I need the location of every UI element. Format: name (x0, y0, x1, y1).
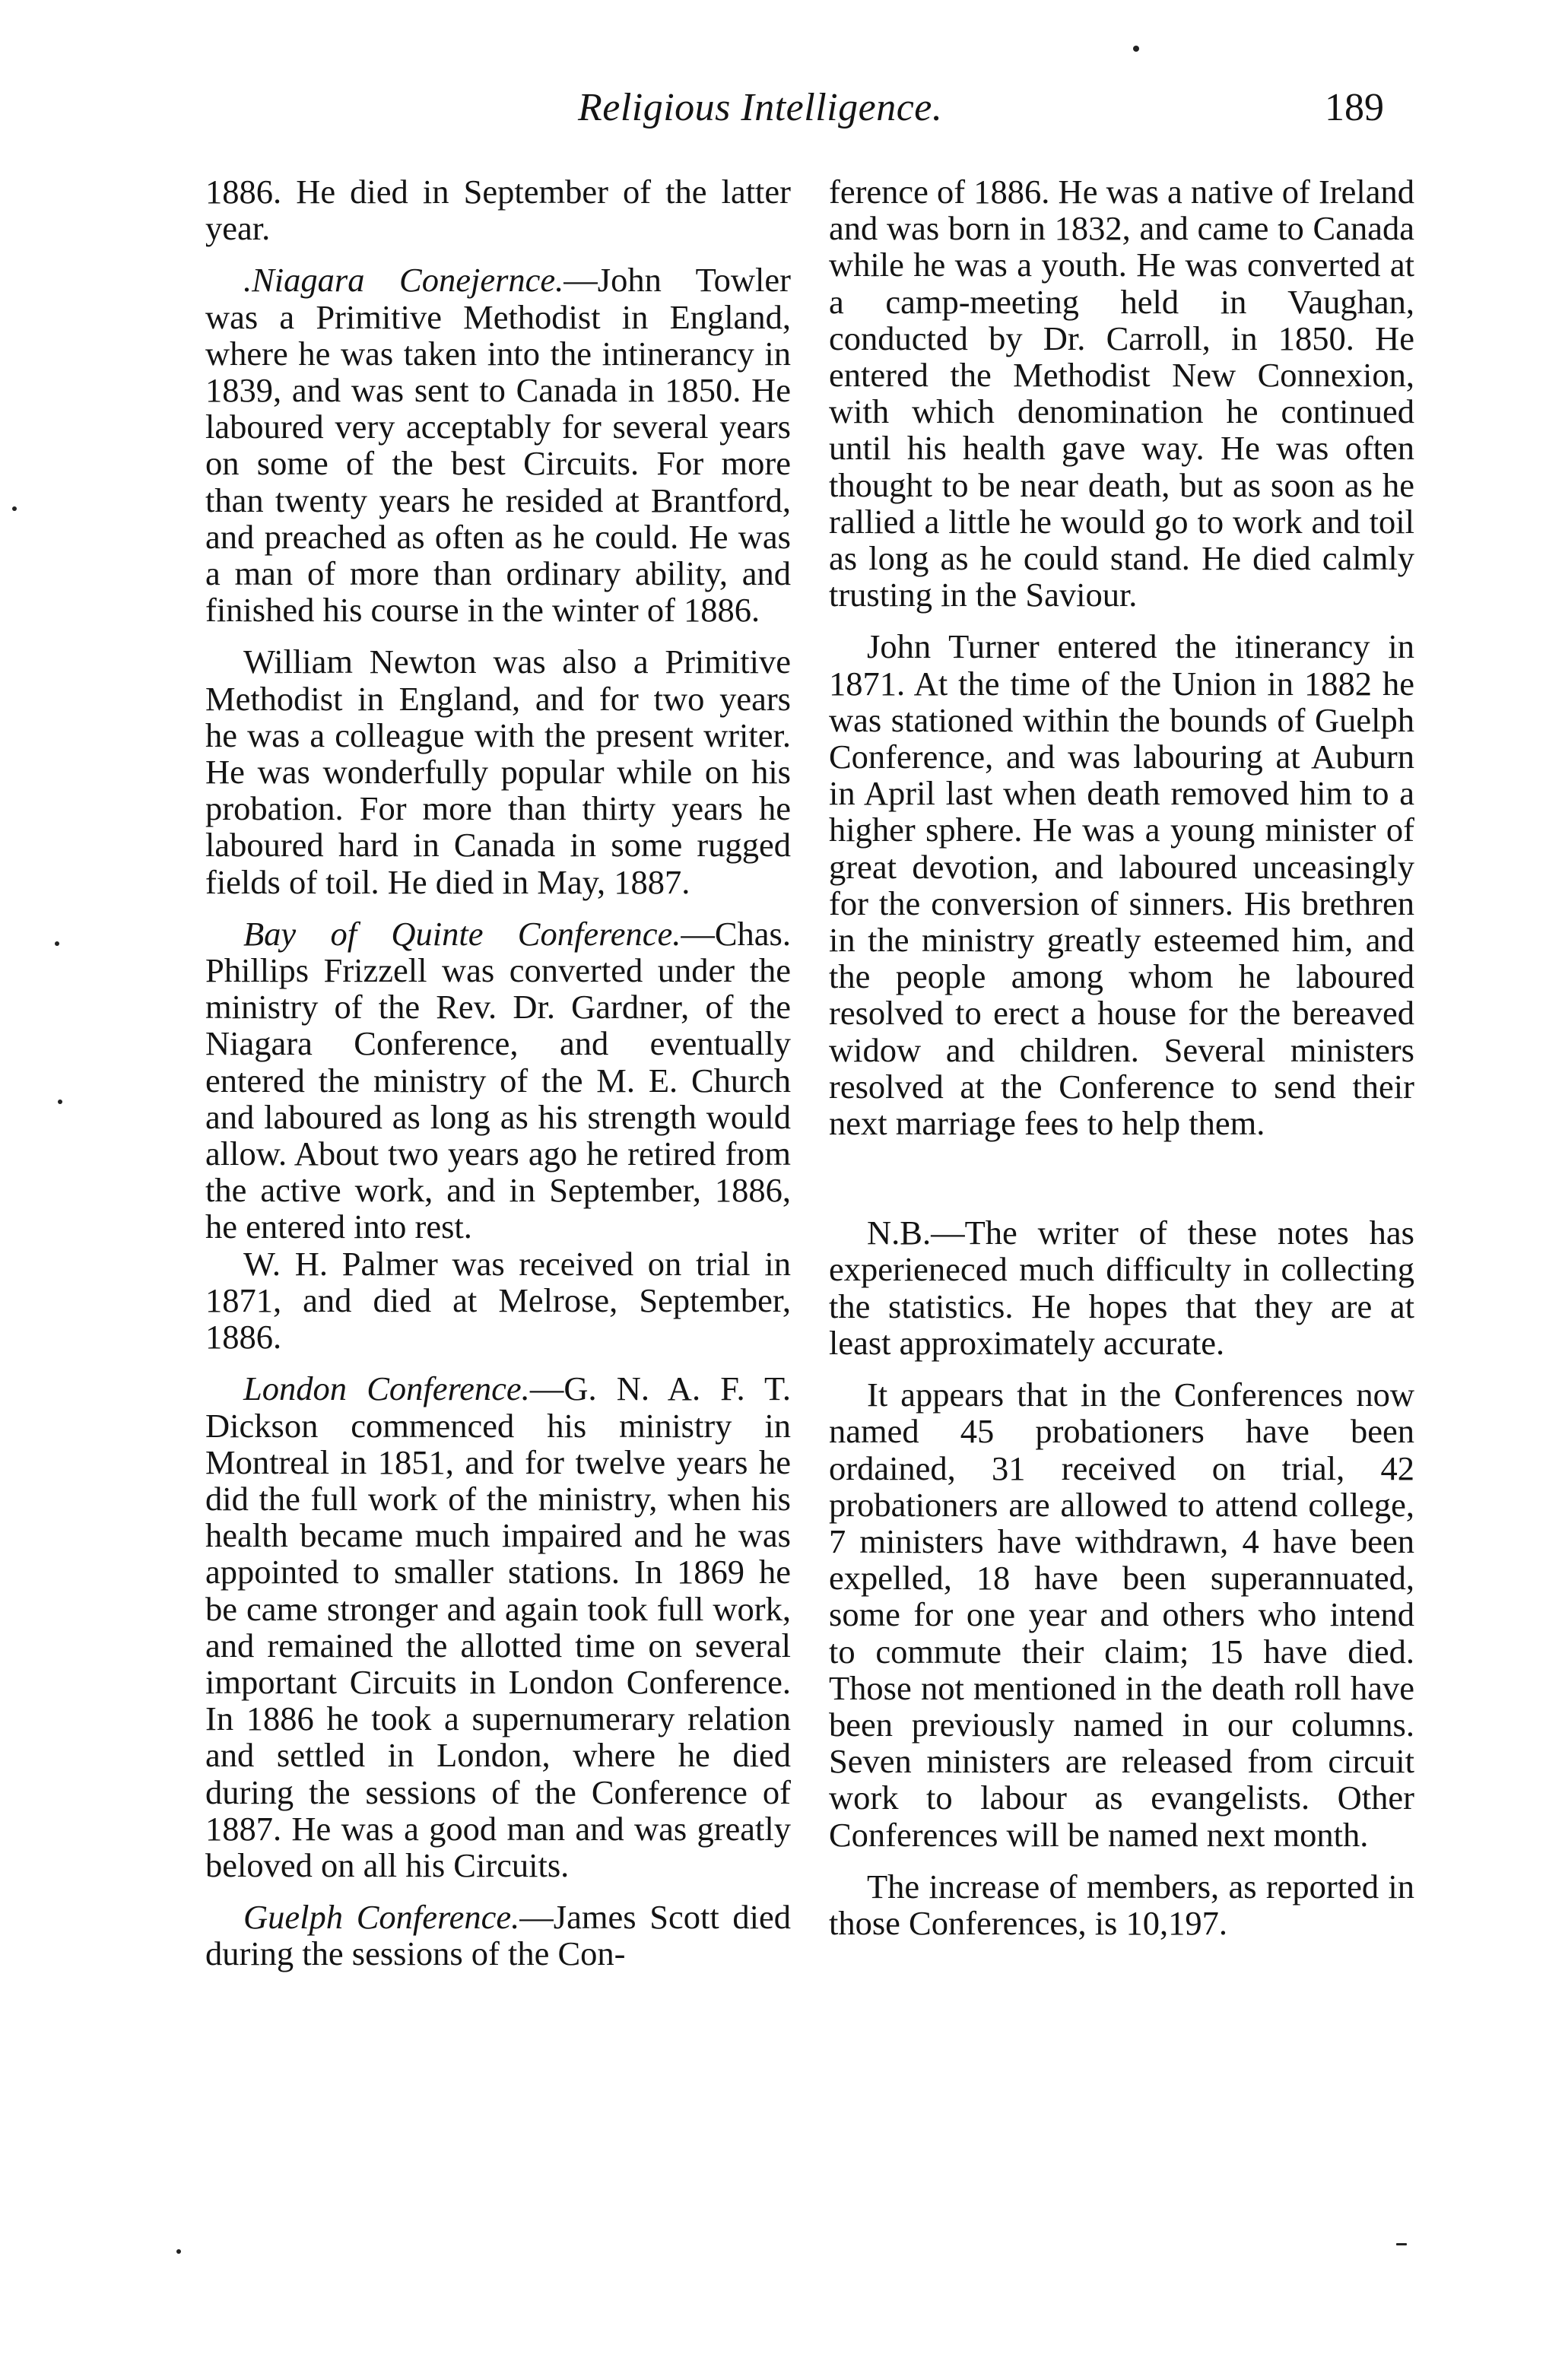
paragraph-continuation (205, 173, 791, 246)
paragraph-london-dickson (205, 1370, 791, 1883)
paragraph-text: N.B.—The writer of these notes has experieneced much difficulty in collecting the statistics. He hopes that they are at least approximately accurate. (829, 1214, 1414, 1362)
paragraph-nota-bene (829, 1214, 1414, 1361)
paragraph-statistics (829, 1376, 1414, 1853)
paragraph-text: —James Scott died during the sessions of the Con- (205, 1898, 791, 1973)
paragraph-text: 1886. He died in September of the latter year. (205, 173, 791, 248)
running-head-title: Religious Intelligence. (578, 86, 943, 129)
section-heading-guelph: Guelph Conference. (243, 1898, 520, 1937)
paragraph-guelph-scott (205, 1899, 791, 1972)
paragraph-palmer (205, 1246, 791, 1356)
page-number: 189 (1325, 86, 1384, 129)
scan-speck (176, 2249, 181, 2254)
scan-speck (1396, 2243, 1407, 2245)
section-heading-london: London Conference. (243, 1369, 530, 1408)
left-column (205, 173, 791, 1972)
scan-speck (1133, 46, 1139, 52)
right-column (829, 173, 1414, 1941)
paragraph-text: It appears that in the Conferences now named 45 probationers have been ordained, 31 received on trial, 42 probationers are allowed to attend college, 7 ministers have withdrawn, 4 have been expelled, 18 have been superannuated, some for one year and others who intend to commute their claim; 15 have died. Those not mentioned in the death roll have been previously named in our columns. Seven ministers are released from circuit work to labour as evangelists. Other Conferences will be named next month. (829, 1376, 1414, 1854)
paragraph-increase (829, 1868, 1414, 1941)
paragraph-scott-continued (829, 173, 1414, 613)
paragraph-text: —Chas. Phillips Frizzell was converted under the ministry of the Rev. Dr. Gardner, of the Niagara Conference, and eventually entered the ministry of the M. E. Church and laboured as long as his strength would allow. About two years ago he retired from the active work, and in September, 1886, he entered into rest. (205, 914, 791, 1246)
paragraph-text: William Newton was also a Primitive Methodist in England, and for two years he was a colleague with the present writer. He was wonderfully popular while on his probation. For more than thirty years he laboured hard in Canada in some rugged fields of toil. He died in May, 1887. (205, 643, 791, 901)
paragraph-text: The increase of members, as reported in those Conferences, is 10,197. (829, 1867, 1414, 1942)
scan-speck (58, 1100, 62, 1104)
paragraph-text: W. H. Palmer was received on trial in 1871, and died at Melrose, September, 1886. (205, 1244, 791, 1357)
section-heading-niagara: .Niagara Conejernce. (243, 261, 564, 300)
paragraph-newton (205, 643, 791, 900)
section-heading-bay-of-quinte: Bay of Quinte Conference. (243, 914, 681, 953)
paragraph-text: John Turner entered the itinerancy in 1871. At the time of the Union in 1882 he was stationed within the bounds of Guelph Conference, and was labouring at Auburn in April last when death removed him to a higher sphere. He was a young minister of great devotion, and laboured unceasingly for the conversion of sinners. His brethren in the ministry greatly esteemed him, and the people among whom he laboured resolved to erect a house for the bereaved widow and children. Several ministers resolved at the Conference to send their next marriage fees to help them. (829, 627, 1414, 1143)
paragraph-niagara-towler (205, 262, 791, 628)
paragraph-turner (829, 628, 1414, 1141)
scan-speck (12, 506, 17, 511)
paragraph-bay-of-quinte-frizzell (205, 916, 791, 1246)
paragraph-text: ference of 1886. He was a native of Ireland and was born in 1832, and came to Canada while he was a youth. He was converted at a camp-meeting held in Vaughan, conducted by Dr. Carroll, in 1850. He entered the Methodist New Connexion, with which denomination he continued until his health gave way. He was often thought to be near death, but as soon as he rallied a little he would go to work and toil as long as he could stand. He died calmly trusting in the Saviour. (829, 173, 1414, 614)
scan-speck (55, 941, 59, 946)
paragraph-text: —G. N. A. F. T. Dickson commenced his ministry in Montreal in 1851, and for twelve years he did the full work of the ministry, when his health became much impaired and he was appointed to smaller stations. In 1869 he be came stronger and again took full work, and remained the allotted time on several important Circuits in London Conference. In 1886 he took a supernumerary relation and settled in London, where he died during the sessions of the Conference of 1887. He was a good man and was greatly beloved on all his Circuits. (205, 1369, 792, 1884)
paragraph-text: —John Towler was a Primitive Methodist in England, where he was taken into the intinerancy in 1839, and was sent to Canada in 1850. He laboured very acceptably for several years on some of the best Circuits. For more than twenty years he resided at Brantford, and preached as often as he could. He was a man of more than ordinary ability, and finished his course in the winter of 1886. (205, 261, 791, 630)
